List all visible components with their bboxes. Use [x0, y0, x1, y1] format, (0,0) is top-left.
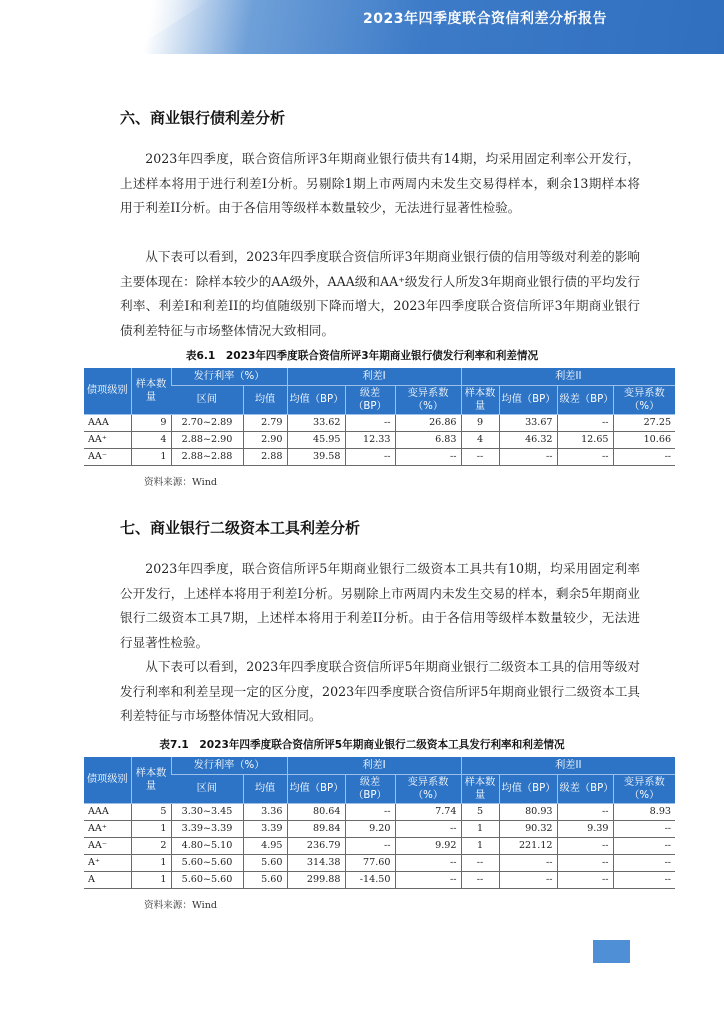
table-cell: 1	[131, 854, 171, 871]
table-cell: 5.60	[243, 871, 287, 888]
header-diff-bp: 级差（BP）	[557, 385, 613, 414]
table-cell: 299.88	[287, 871, 345, 888]
table-cell: --	[613, 448, 675, 465]
header-count: 样本数量	[131, 368, 171, 414]
table-cell: 1	[131, 448, 171, 465]
table-7-1-caption: 表7.1 2023年四季度联合资信所评5年期商业银行二级资本工具发行利率和利差情况	[159, 739, 565, 751]
table-cell: 2	[131, 837, 171, 854]
table-cell: 3.30~3.45	[171, 803, 243, 820]
table-cell: 5.60	[243, 854, 287, 871]
table-cell: 5.60~5.60	[171, 854, 243, 871]
header-spread-1: 利差I	[287, 757, 461, 774]
header-count: 样本数量	[131, 757, 171, 803]
table-cell: 3.39~3.39	[171, 820, 243, 837]
section-6-paragraph-2: 从下表可以看到，2023年四季度联合资信所评3年期商业银行债的信用等级对利差的影响主要体现在：除样本较少的AA级外，AAA级和AA⁺级发行人所发3年期商业银行债的平均发行利率、利差I和利差II的均值随级别下降而增大，2023年四季度联合资信所评3年期商业银行债利差特征与市场整体情况大致相同。	[120, 249, 640, 338]
table-row	[84, 837, 675, 854]
table-cell: -14.50	[345, 871, 395, 888]
header-mean-bp: 均值（BP）	[499, 385, 557, 414]
table-cell: 3.39	[243, 820, 287, 837]
table-cell: 33.62	[287, 414, 345, 431]
table-cell: --	[395, 448, 461, 465]
table-cell: AAA	[84, 414, 131, 431]
table-cell: A⁺	[84, 854, 131, 871]
header-spread-2: 利差II	[461, 368, 675, 385]
table-cell: 2.79	[243, 414, 287, 431]
table-cell: 77.60	[345, 854, 395, 871]
header-mean: 均值	[243, 385, 287, 414]
table-cell: 12.65	[557, 431, 613, 448]
header-diff-bp: 级差（BP）	[345, 385, 395, 414]
table-cell: 9.20	[345, 820, 395, 837]
header-issue-rate: 发行利率（%）	[171, 757, 287, 774]
header-rating: 债项级别	[84, 368, 131, 414]
table-cell: 90.32	[499, 820, 557, 837]
header-cv: 变异系数（%）	[395, 774, 461, 803]
header-diff-bp: 级差（BP）	[557, 774, 613, 803]
table-cell: --	[461, 854, 499, 871]
table-row	[84, 448, 675, 465]
table-cell: --	[499, 854, 557, 871]
table-cell: --	[557, 448, 613, 465]
table-6-1-source: 资料来源：Wind	[144, 477, 218, 488]
table-cell: --	[345, 837, 395, 854]
header-rating: 债项级别	[84, 757, 131, 803]
header-spread-2: 利差II	[461, 757, 675, 774]
table-cell: 2.90	[243, 431, 287, 448]
header-cv: 变异系数（%）	[613, 774, 675, 803]
section-7-title: 七、商业银行二级资本工具利差分析	[120, 519, 361, 537]
header-diff-bp: 级差（BP）	[345, 774, 395, 803]
section-6-paragraph-1: 2023年四季度，联合资信所评3年期商业银行债共有14期，均采用固定利率公开发行，上述样本将用于进行利差I分析。另剔除1期上市两周内未发生交易得样本，剩余13期样本将用于利差II分析。由于各信用等级样本数量较少，无法进行显著性检验。	[120, 151, 640, 215]
table-cell: 2.70~2.89	[171, 414, 243, 431]
table-row	[84, 803, 675, 820]
table-7-1-source: 资料来源：Wind	[144, 900, 218, 911]
table-cell: AA⁻	[84, 837, 131, 854]
header-issue-rate: 发行利率（%）	[171, 368, 287, 385]
header-range: 区间	[171, 774, 243, 803]
page-number-box	[593, 940, 630, 963]
table-7-1	[84, 757, 675, 889]
table-cell: --	[557, 871, 613, 888]
table-cell: 5	[461, 803, 499, 820]
table-cell: 8.93	[613, 803, 675, 820]
report-title: 2023年四季度联合资信利差分析报告	[363, 11, 607, 27]
table-cell: 27.25	[613, 414, 675, 431]
table-cell: --	[613, 837, 675, 854]
table-row	[84, 431, 675, 448]
header-cv: 变异系数（%）	[395, 385, 461, 414]
table-cell: AAA	[84, 803, 131, 820]
table-cell: 6.83	[395, 431, 461, 448]
header-spread-1: 利差I	[287, 368, 461, 385]
table-cell: A	[84, 871, 131, 888]
table-cell: 5.60~5.60	[171, 871, 243, 888]
header-range: 区间	[171, 385, 243, 414]
table-row	[84, 854, 675, 871]
table-cell: 12.33	[345, 431, 395, 448]
table-cell: AA⁺	[84, 431, 131, 448]
table-cell: 4.80~5.10	[171, 837, 243, 854]
table-cell: --	[499, 871, 557, 888]
table-cell: --	[461, 871, 499, 888]
table-cell: 9.39	[557, 820, 613, 837]
table-cell: 9.92	[395, 837, 461, 854]
table-cell: 9	[461, 414, 499, 431]
table-cell: --	[395, 871, 461, 888]
table-cell: 3.36	[243, 803, 287, 820]
section-7-paragraph-2: 从下表可以看到，2023年四季度联合资信所评5年期商业银行二级资本工具的信用等级对发行利率和利差呈现一定的区分度，2023年四季度联合资信所评5年期商业银行二级资本工具利差特征与市场整体情况大致相同。	[120, 659, 640, 723]
table-cell: --	[499, 448, 557, 465]
table-cell: 314.38	[287, 854, 345, 871]
table-cell: 33.67	[499, 414, 557, 431]
table-cell: 1	[461, 837, 499, 854]
table-cell: --	[345, 803, 395, 820]
table-cell: 2.88~2.88	[171, 448, 243, 465]
table-cell: 2.88	[243, 448, 287, 465]
table-cell: --	[613, 871, 675, 888]
table-cell: 39.58	[287, 448, 345, 465]
table-cell: 1	[461, 820, 499, 837]
table-cell: --	[395, 820, 461, 837]
table-cell: --	[613, 820, 675, 837]
table-cell: --	[557, 837, 613, 854]
header-mean-bp: 均值（BP）	[499, 774, 557, 803]
header-sample-count: 样本数量	[461, 774, 499, 803]
table-cell: 4	[461, 431, 499, 448]
table-cell: 10.66	[613, 431, 675, 448]
table-cell: --	[345, 448, 395, 465]
header-band	[0, 0, 724, 54]
table-cell: 2.88~2.90	[171, 431, 243, 448]
table-cell: --	[395, 854, 461, 871]
table-cell: 1	[131, 871, 171, 888]
table-cell: --	[557, 803, 613, 820]
table-cell: --	[557, 854, 613, 871]
table-cell: --	[345, 414, 395, 431]
header-mean-bp: 均值（BP）	[287, 385, 345, 414]
header-mean: 均值	[243, 774, 287, 803]
table-row	[84, 871, 675, 888]
table-cell: AA⁻	[84, 448, 131, 465]
header-sample-count: 样本数量	[461, 385, 499, 414]
table-cell: 221.12	[499, 837, 557, 854]
table-cell: 5	[131, 803, 171, 820]
header-cv: 变异系数（%）	[613, 385, 675, 414]
table-cell: 7.74	[395, 803, 461, 820]
table-cell: --	[461, 448, 499, 465]
table-cell: 80.64	[287, 803, 345, 820]
table-cell: 236.79	[287, 837, 345, 854]
table-cell: 89.84	[287, 820, 345, 837]
table-cell: 26.86	[395, 414, 461, 431]
table-row	[84, 414, 675, 431]
table-cell: 1	[131, 820, 171, 837]
table-cell: --	[557, 414, 613, 431]
section-6-title: 六、商业银行债利差分析	[120, 109, 286, 127]
table-cell: 46.32	[499, 431, 557, 448]
table-cell: 9	[131, 414, 171, 431]
table-cell: AA⁺	[84, 820, 131, 837]
table-6-1	[84, 368, 675, 466]
header-mean-bp: 均值（BP）	[287, 774, 345, 803]
section-7-paragraph-1: 2023年四季度，联合资信所评5年期商业银行二级资本工具共有10期，均采用固定利率公开发行，上述样本将用于利差I分析。另剔除上市两周内未发生交易的样本，剩余5年期商业银行二级资本工具7期，上述样本将用于利差II分析。由于各信用等级样本数量较少，无法进行显著性检验。	[120, 561, 640, 650]
table-cell: 45.95	[287, 431, 345, 448]
table-cell: --	[613, 854, 675, 871]
table-row	[84, 820, 675, 837]
table-cell: 4.95	[243, 837, 287, 854]
table-cell: 80.93	[499, 803, 557, 820]
table-cell: 4	[131, 431, 171, 448]
table-6-1-caption: 表6.1 2023年四季度联合资信所评3年期商业银行债发行利率和利差情况	[185, 350, 539, 362]
